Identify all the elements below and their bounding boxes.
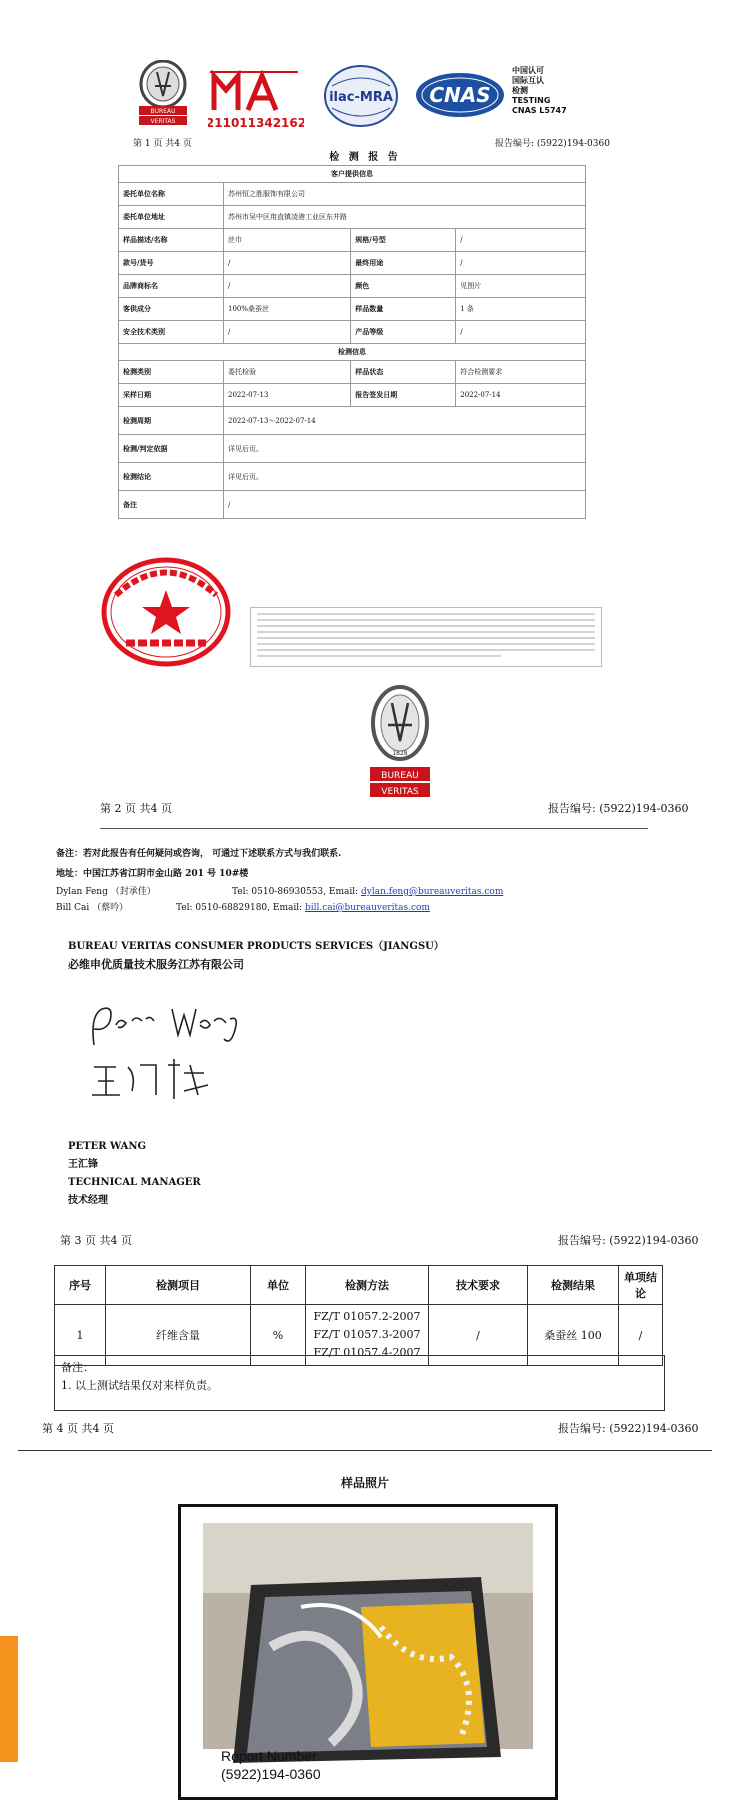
unit: % <box>251 1305 306 1366</box>
svg-text:VERITAS: VERITAS <box>150 118 176 125</box>
column-header: 检测方法 <box>306 1266 429 1305</box>
field-value: 详见后页。 <box>224 463 586 491</box>
field-label: 样品状态 <box>351 361 456 384</box>
field-label: 备注 <box>119 491 224 519</box>
field-value: 丝巾 <box>224 229 351 252</box>
field-label: 检测结论 <box>119 463 224 491</box>
field-label: 品牌商标名 <box>119 275 224 298</box>
report-number: 报告编号: (5922)194-0360 <box>548 802 689 815</box>
svg-text:VERITAS: VERITAS <box>381 787 419 797</box>
page-number: 第 1 页 共4 页 <box>133 139 192 149</box>
field-value: / <box>456 229 586 252</box>
field-label: 客供成分 <box>119 298 224 321</box>
cma-number: 211011342162 <box>208 116 304 130</box>
section-header: 客户提供信息 <box>119 166 586 183</box>
test-item: 纤维含量 <box>106 1305 251 1366</box>
requirement: / <box>429 1305 528 1366</box>
field-label: 颜色 <box>351 275 456 298</box>
divider <box>18 1450 712 1451</box>
company-name-en: BUREAU VERITAS CONSUMER PRODUCTS SERVICES（JIANGSU） <box>68 941 444 952</box>
photo-caption: Report Number <box>221 1748 317 1764</box>
contact-2 <box>56 902 430 915</box>
field-value: 1 条 <box>456 298 586 321</box>
field-label: 样品数量 <box>351 298 456 321</box>
table-header-row <box>55 1266 663 1305</box>
test-methods: FZ/T 01057.2-2007 FZ/T 01057.3-2007 FZ/T 01057.4-2007 <box>306 1305 429 1366</box>
field-value: / <box>224 491 586 519</box>
field-value: 详见后页。 <box>224 435 586 463</box>
photo-caption-number: (5922)194-0360 <box>221 1766 321 1782</box>
cma-logo <box>208 70 304 130</box>
signer-title-en: TECHNICAL MANAGER <box>68 1177 201 1188</box>
contact-1 <box>56 886 504 899</box>
column-header: 序号 <box>55 1266 106 1305</box>
terms-fine-print <box>250 607 602 667</box>
remarks-text: 1. 以上测试结果仅对来样负责。 <box>61 1379 218 1392</box>
contact-tel: Tel: 0510-68829180, Email: <box>176 903 305 913</box>
bureau-veritas-logo <box>133 60 193 126</box>
svg-text:1828: 1828 <box>392 750 408 757</box>
field-value: / <box>224 275 351 298</box>
divider <box>100 828 648 829</box>
page-number: 第 2 页 共4 页 <box>100 802 172 815</box>
contact-name: Dylan Feng （封承佳） <box>56 887 156 897</box>
contact-email-link[interactable]: dylan.feng@bureauveritas.com <box>361 887 504 897</box>
photo-section-title: 样品照片 <box>340 1476 389 1490</box>
client-info-table <box>118 165 586 519</box>
field-value: / <box>224 252 351 275</box>
official-seal <box>96 555 236 670</box>
remarks-label: 备注： <box>61 1361 94 1374</box>
page-number: 第 4 页 共4 页 <box>42 1422 114 1435</box>
field-label: 检测类别 <box>119 361 224 384</box>
signer-title-cn: 技术经理 <box>68 1195 108 1206</box>
contact-note: 备注：若对此报告有任何疑问或咨询， 可通过下述联系方式与我们联系. <box>56 849 342 859</box>
field-value: / <box>224 321 351 344</box>
field-value: 符合检测要求 <box>456 361 586 384</box>
column-header: 检测项目 <box>106 1266 251 1305</box>
report-number: 报告编号: (5922)194-0360 <box>558 1234 699 1247</box>
column-header: 检测结果 <box>528 1266 619 1305</box>
field-value: 苏州市吴中区甪直镇凌港工业区东井路 <box>224 206 586 229</box>
field-label: 安全技术类别 <box>119 321 224 344</box>
report-number: 报告编号: (5922)194-0360 <box>495 139 610 149</box>
cnas-accreditation-text: 中国认可 国际互认 检测 TESTING CNAS L5747 <box>512 66 567 115</box>
field-value: / <box>456 321 586 344</box>
contact-name: Bill Cai （蔡吟） <box>56 903 129 913</box>
field-value: 2022-07-14 <box>456 384 586 407</box>
svg-text:BUREAU: BUREAU <box>381 771 419 781</box>
field-value: 2022-07-13 <box>224 384 351 407</box>
svg-text:ilac-MRA: ilac-MRA <box>329 90 393 105</box>
sample-photo <box>178 1504 558 1800</box>
svg-text:CNAS: CNAS <box>429 83 491 107</box>
page-number: 第 3 页 共4 页 <box>60 1234 132 1247</box>
field-label: 采样日期 <box>119 384 224 407</box>
row-number: 1 <box>55 1305 106 1366</box>
handwritten-signature <box>80 995 250 1125</box>
item-conclusion: / <box>619 1305 663 1366</box>
page-title: 检 测 报 告 <box>329 152 401 163</box>
test-result: 桑蚕丝 100 <box>528 1305 619 1366</box>
field-label: 委托单位地址 <box>119 206 224 229</box>
field-label: 产品等级 <box>351 321 456 344</box>
field-label: 样品描述/名称 <box>119 229 224 252</box>
signer-name-en: PETER WANG <box>68 1141 147 1152</box>
field-value: 委托检验 <box>224 361 351 384</box>
results-table <box>54 1265 663 1366</box>
field-label: 委托单位名称 <box>119 183 224 206</box>
signatory-block <box>68 1138 201 1210</box>
bureau-veritas-logo-large <box>368 685 432 803</box>
field-value: 苏州恒之胜服饰有限公司 <box>224 183 586 206</box>
field-label: 款号/货号 <box>119 252 224 275</box>
report-number: 报告编号: (5922)194-0360 <box>558 1422 699 1435</box>
field-label: 规格/号型 <box>351 229 456 252</box>
contact-email-link[interactable]: bill.cai@bureauveritas.com <box>305 903 430 913</box>
contact-tel: Tel: 0510-86930553, Email: <box>232 887 361 897</box>
signer-name-cn: 王汇锋 <box>68 1159 98 1170</box>
svg-text:BUREAU: BUREAU <box>150 108 176 115</box>
column-header: 单项结论 <box>619 1266 663 1305</box>
field-label: 最终用途 <box>351 252 456 275</box>
lab-address: 地址：中国江苏省江阴市金山路 201 号 10#楼 <box>56 869 249 879</box>
ilac-mra-logo <box>322 64 400 128</box>
field-label: 报告签发日期 <box>351 384 456 407</box>
field-value: 2022-07-13～2022-07-14 <box>224 407 586 435</box>
field-label: 检测/判定依据 <box>119 435 224 463</box>
column-header: 单位 <box>251 1266 306 1305</box>
field-label: 检测周期 <box>119 407 224 435</box>
field-value: 见图片 <box>456 275 586 298</box>
field-value: 100%桑蚕丝 <box>224 298 351 321</box>
section-header: 检测信息 <box>119 344 586 361</box>
remarks-box <box>54 1355 665 1411</box>
column-header: 技术要求 <box>429 1266 528 1305</box>
field-value: / <box>456 252 586 275</box>
company-name-cn: 必维申优质量技术服务江苏有限公司 <box>68 958 244 971</box>
cnas-logo <box>414 70 506 120</box>
side-accent-bar <box>0 1636 18 1762</box>
